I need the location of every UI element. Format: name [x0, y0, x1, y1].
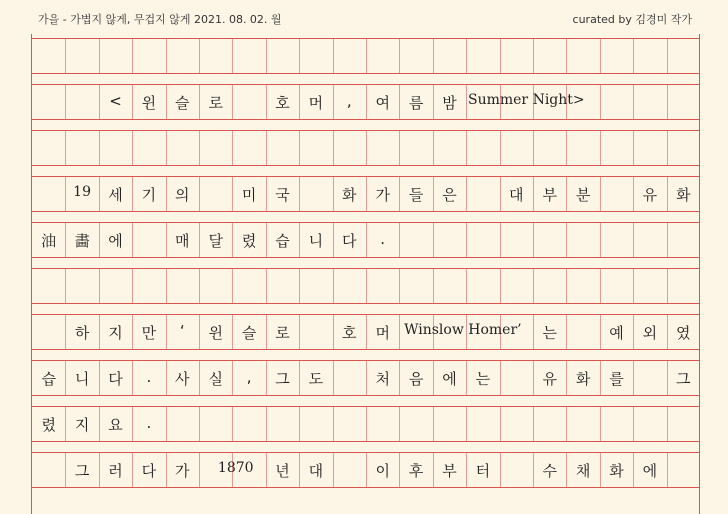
- grid-line: [600, 85, 601, 119]
- grid-line: [466, 223, 467, 257]
- grid-line: [500, 39, 501, 73]
- grid-line: [399, 223, 400, 257]
- grid-line: [199, 131, 200, 165]
- grid-line: [600, 453, 601, 487]
- grid-line: [566, 131, 567, 165]
- grid-line: [633, 361, 634, 395]
- manuscript-char: 화: [342, 186, 357, 204]
- manuscript-char: 실: [208, 370, 223, 388]
- grid-line: [99, 223, 100, 257]
- grid-line: [65, 407, 66, 441]
- manuscript-char: 는: [542, 324, 557, 342]
- manuscript-char: 매: [175, 232, 190, 250]
- manuscript-char: ‘: [179, 322, 185, 340]
- grid-line: [132, 453, 133, 487]
- grid-line: [466, 39, 467, 73]
- grid-line: [299, 453, 300, 487]
- grid-line: [299, 39, 300, 73]
- manuscript-char: 세: [108, 186, 123, 204]
- manuscript-char: 들: [408, 186, 424, 204]
- manuscript-char: 가: [375, 186, 390, 204]
- manuscript-row: [32, 314, 699, 350]
- manuscript-char: 지: [108, 324, 123, 342]
- manuscript-char: 부: [442, 462, 457, 480]
- grid-line: [99, 315, 100, 349]
- grid-line: [667, 223, 668, 257]
- grid-line: [667, 453, 668, 487]
- manuscript-char: 달: [208, 232, 223, 250]
- grid-line: [566, 39, 567, 73]
- grid-line: [600, 407, 601, 441]
- grid-line: [65, 177, 66, 211]
- manuscript-char: 습: [41, 370, 56, 388]
- grid-line: [99, 177, 100, 211]
- manuscript-char: 미: [241, 186, 257, 204]
- grid-line: [299, 315, 300, 349]
- grid-line: [667, 131, 668, 165]
- grid-line: [132, 315, 133, 349]
- grid-line: [65, 453, 66, 487]
- grid-line: [500, 407, 501, 441]
- manuscript-char: .: [380, 230, 386, 248]
- grid-line: [266, 177, 267, 211]
- manuscript-row: [32, 222, 699, 258]
- grid-line: [466, 361, 467, 395]
- manuscript-char: 렸: [41, 416, 56, 434]
- grid-line: [166, 453, 167, 487]
- grid-line: [366, 407, 367, 441]
- grid-line: [266, 315, 267, 349]
- manuscript-char: 대: [509, 186, 524, 204]
- grid-line: [633, 315, 634, 349]
- grid-line: [132, 131, 133, 165]
- grid-line: [533, 361, 534, 395]
- grid-line: [533, 315, 534, 349]
- grid-line: [399, 39, 400, 73]
- grid-line: [99, 39, 100, 73]
- grid-line: [299, 223, 300, 257]
- grid-line: [600, 315, 601, 349]
- manuscript-char: 畵: [74, 232, 90, 250]
- grid-line: [600, 269, 601, 303]
- manuscript-char: 국: [275, 186, 290, 204]
- manuscript-char: Summer Night>: [467, 92, 585, 108]
- grid-line: [500, 453, 501, 487]
- grid-line: [500, 361, 501, 395]
- grid-line: [600, 361, 601, 395]
- grid-line: [99, 131, 100, 165]
- grid-line: [266, 223, 267, 257]
- grid-line: [232, 315, 233, 349]
- grid-line: [199, 223, 200, 257]
- manuscript-char: 로: [208, 94, 223, 112]
- manuscript-char: 였: [676, 324, 691, 342]
- grid-line: [667, 361, 668, 395]
- manuscript-char: 렸: [241, 232, 257, 250]
- grid-line: [333, 177, 334, 211]
- grid-line: [333, 39, 334, 73]
- grid-line: [166, 131, 167, 165]
- grid-line: [399, 131, 400, 165]
- grid-line: [99, 453, 100, 487]
- manuscript-char: 그: [275, 370, 290, 388]
- grid-line: [166, 39, 167, 73]
- manuscript-char: 가: [175, 462, 190, 480]
- grid-line: [466, 453, 467, 487]
- manuscript-char: 는: [475, 370, 491, 388]
- manuscript-char: 외: [642, 324, 658, 342]
- grid-line: [132, 85, 133, 119]
- grid-line: [266, 85, 267, 119]
- grid-line: [166, 269, 167, 303]
- manuscript-char: Winslow Homer’: [404, 322, 522, 338]
- grid-line: [99, 361, 100, 395]
- grid-line: [333, 315, 334, 349]
- manuscript-char: 호: [342, 324, 357, 342]
- grid-line: [65, 269, 66, 303]
- manuscript-char: 에: [642, 462, 658, 480]
- manuscript-char: 윈: [208, 324, 223, 342]
- grid-line: [366, 131, 367, 165]
- manuscript-sheet: [31, 34, 700, 514]
- grid-line: [166, 177, 167, 211]
- grid-line: [232, 269, 233, 303]
- manuscript-char: 사: [175, 370, 190, 388]
- grid-line: [166, 361, 167, 395]
- grid-line: [433, 177, 434, 211]
- grid-line: [399, 85, 400, 119]
- grid-line: [667, 315, 668, 349]
- manuscript-char: 니: [74, 370, 90, 388]
- manuscript-char: 화: [609, 462, 624, 480]
- grid-line: [299, 85, 300, 119]
- grid-line: [600, 223, 601, 257]
- manuscript-char: 에: [108, 232, 123, 250]
- manuscript-char: 요: [108, 416, 123, 434]
- grid-line: [199, 39, 200, 73]
- manuscript-char: 油: [41, 232, 57, 250]
- grid-line: [333, 223, 334, 257]
- grid-line: [132, 223, 133, 257]
- grid-line: [65, 85, 66, 119]
- grid-line: [366, 361, 367, 395]
- grid-line: [166, 407, 167, 441]
- grid-line: [333, 269, 334, 303]
- grid-line: [566, 407, 567, 441]
- grid-line: [633, 39, 634, 73]
- grid-line: [399, 407, 400, 441]
- grid-line: [566, 223, 567, 257]
- manuscript-row: [32, 406, 699, 442]
- manuscript-row: [32, 452, 699, 488]
- grid-line: [399, 177, 400, 211]
- manuscript-char: 화: [676, 186, 691, 204]
- manuscript-char: 부: [542, 186, 557, 204]
- grid-line: [566, 453, 567, 487]
- grid-line: [65, 131, 66, 165]
- manuscript-char: 음: [408, 370, 424, 388]
- grid-line: [65, 223, 66, 257]
- grid-line: [266, 361, 267, 395]
- grid-line: [633, 223, 634, 257]
- manuscript-char: 기: [141, 186, 157, 204]
- grid-line: [166, 223, 167, 257]
- grid-line: [266, 131, 267, 165]
- manuscript-char: 년: [275, 462, 290, 480]
- grid-line: [433, 223, 434, 257]
- grid-line: [333, 85, 334, 119]
- manuscript-char: <: [109, 92, 122, 110]
- grid-line: [99, 407, 100, 441]
- grid-line: [232, 223, 233, 257]
- grid-line: [667, 39, 668, 73]
- grid-line: [533, 223, 534, 257]
- grid-line: [633, 453, 634, 487]
- manuscript-row: [32, 38, 699, 74]
- grid-line: [266, 39, 267, 73]
- manuscript-char: 유: [642, 186, 658, 204]
- grid-line: [600, 131, 601, 165]
- grid-line: [366, 315, 367, 349]
- manuscript-char: 슬: [175, 94, 190, 112]
- manuscript-char: 니: [308, 232, 324, 250]
- grid-line: [333, 407, 334, 441]
- manuscript-char: 그: [74, 462, 90, 480]
- grid-line: [266, 269, 267, 303]
- manuscript-char: 로: [275, 324, 290, 342]
- grid-line: [466, 407, 467, 441]
- grid-line: [500, 269, 501, 303]
- manuscript-char: 윈: [141, 94, 157, 112]
- grid-line: [533, 269, 534, 303]
- grid-line: [199, 269, 200, 303]
- manuscript-char: 처: [375, 370, 390, 388]
- grid-line: [399, 453, 400, 487]
- grid-line: [399, 315, 400, 349]
- manuscript-row: [32, 360, 699, 396]
- manuscript-char: 그: [676, 370, 691, 388]
- grid-line: [500, 131, 501, 165]
- grid-line: [500, 223, 501, 257]
- grid-line: [533, 131, 534, 165]
- manuscript-row: [32, 268, 699, 304]
- manuscript-char: ,: [346, 92, 352, 110]
- manuscript-char: 유: [542, 370, 557, 388]
- grid-line: [299, 177, 300, 211]
- manuscript-row: [32, 84, 699, 120]
- grid-line: [433, 85, 434, 119]
- manuscript-char: 다: [108, 370, 123, 388]
- manuscript-char: 도: [308, 370, 324, 388]
- grid-line: [566, 269, 567, 303]
- grid-line: [466, 177, 467, 211]
- manuscript-char: 후: [408, 462, 424, 480]
- grid-line: [132, 269, 133, 303]
- grid-line: [132, 177, 133, 211]
- manuscript-char: 밤: [442, 94, 457, 112]
- grid-line: [533, 39, 534, 73]
- grid-line: [600, 39, 601, 73]
- grid-line: [533, 177, 534, 211]
- grid-line: [232, 85, 233, 119]
- grid-line: [266, 453, 267, 487]
- grid-line: [65, 315, 66, 349]
- manuscript-char: 분: [575, 186, 591, 204]
- manuscript-char: .: [146, 414, 152, 432]
- grid-line: [299, 407, 300, 441]
- grid-line: [299, 361, 300, 395]
- grid-line: [232, 361, 233, 395]
- grid-line: [232, 407, 233, 441]
- grid-line: [433, 407, 434, 441]
- grid-line: [366, 453, 367, 487]
- manuscript-char: 의: [175, 186, 190, 204]
- manuscript-row: [32, 130, 699, 166]
- manuscript-char: 은: [442, 186, 457, 204]
- grid-line: [433, 361, 434, 395]
- grid-line: [466, 269, 467, 303]
- grid-line: [132, 407, 133, 441]
- grid-line: [667, 407, 668, 441]
- grid-line: [366, 223, 367, 257]
- manuscript-char: 러: [108, 462, 123, 480]
- grid-line: [600, 177, 601, 211]
- grid-line: [633, 407, 634, 441]
- grid-line: [433, 39, 434, 73]
- manuscript-char: 를: [609, 370, 624, 388]
- grid-line: [533, 453, 534, 487]
- grid-line: [232, 177, 233, 211]
- grid-line: [366, 177, 367, 211]
- grid-line: [366, 85, 367, 119]
- grid-line: [333, 453, 334, 487]
- grid-line: [232, 39, 233, 73]
- grid-line: [667, 177, 668, 211]
- manuscript-char: 채: [575, 462, 591, 480]
- manuscript-char: 만: [141, 324, 157, 342]
- grid-line: [433, 453, 434, 487]
- manuscript-char: 에: [442, 370, 457, 388]
- manuscript-char: 1870: [217, 460, 254, 476]
- manuscript-char: 호: [275, 94, 290, 112]
- grid-line: [667, 85, 668, 119]
- manuscript-char: 다: [141, 462, 157, 480]
- grid-line: [199, 407, 200, 441]
- grid-line: [199, 453, 200, 487]
- grid-line: [667, 269, 668, 303]
- manuscript-char: 화: [575, 370, 591, 388]
- manuscript-char: 19: [73, 184, 92, 200]
- grid-line: [232, 131, 233, 165]
- header-title: 가을 - 가볍지 않게, 무겁지 않게 2021. 08. 02. 월: [38, 13, 282, 26]
- manuscript-char: 름: [408, 94, 424, 112]
- grid-line: [399, 361, 400, 395]
- grid-line: [199, 85, 200, 119]
- manuscript-char: 슬: [241, 324, 257, 342]
- grid-line: [633, 131, 634, 165]
- grid-line: [633, 269, 634, 303]
- grid-line: [65, 361, 66, 395]
- grid-line: [533, 407, 534, 441]
- manuscript-char: 대: [308, 462, 324, 480]
- grid-line: [333, 131, 334, 165]
- grid-line: [166, 85, 167, 119]
- manuscript-char: 하: [74, 324, 90, 342]
- grid-line: [366, 39, 367, 73]
- grid-line: [266, 407, 267, 441]
- manuscript-char: 예: [609, 324, 624, 342]
- grid-line: [132, 39, 133, 73]
- manuscript-char: 이: [375, 462, 390, 480]
- grid-line: [433, 269, 434, 303]
- manuscript-row: [32, 176, 699, 212]
- header-credit: curated by 김경미 작가: [572, 13, 692, 26]
- grid-line: [566, 361, 567, 395]
- grid-line: [500, 177, 501, 211]
- page-header: [0, 0, 728, 34]
- grid-line: [199, 315, 200, 349]
- manuscript-char: 지: [74, 416, 90, 434]
- grid-line: [166, 315, 167, 349]
- grid-line: [199, 177, 200, 211]
- grid-line: [566, 315, 567, 349]
- grid-line: [299, 269, 300, 303]
- grid-line: [99, 85, 100, 119]
- grid-line: [199, 361, 200, 395]
- grid-line: [399, 269, 400, 303]
- manuscript-char: 머: [375, 324, 390, 342]
- manuscript-char: .: [146, 368, 152, 386]
- grid-line: [633, 85, 634, 119]
- grid-line: [132, 361, 133, 395]
- manuscript-char: 다: [342, 232, 357, 250]
- manuscript-char: 터: [475, 462, 491, 480]
- grid-line: [99, 269, 100, 303]
- grid-line: [433, 131, 434, 165]
- grid-line: [366, 269, 367, 303]
- manuscript-char: ,: [246, 368, 252, 386]
- manuscript-char: 머: [308, 94, 324, 112]
- grid-line: [65, 39, 66, 73]
- grid-line: [466, 131, 467, 165]
- manuscript-char: 습: [275, 232, 290, 250]
- grid-line: [333, 361, 334, 395]
- grid-line: [299, 131, 300, 165]
- grid-line: [633, 177, 634, 211]
- manuscript-char: 여: [375, 94, 390, 112]
- grid-line: [566, 177, 567, 211]
- manuscript-char: 수: [542, 462, 557, 480]
